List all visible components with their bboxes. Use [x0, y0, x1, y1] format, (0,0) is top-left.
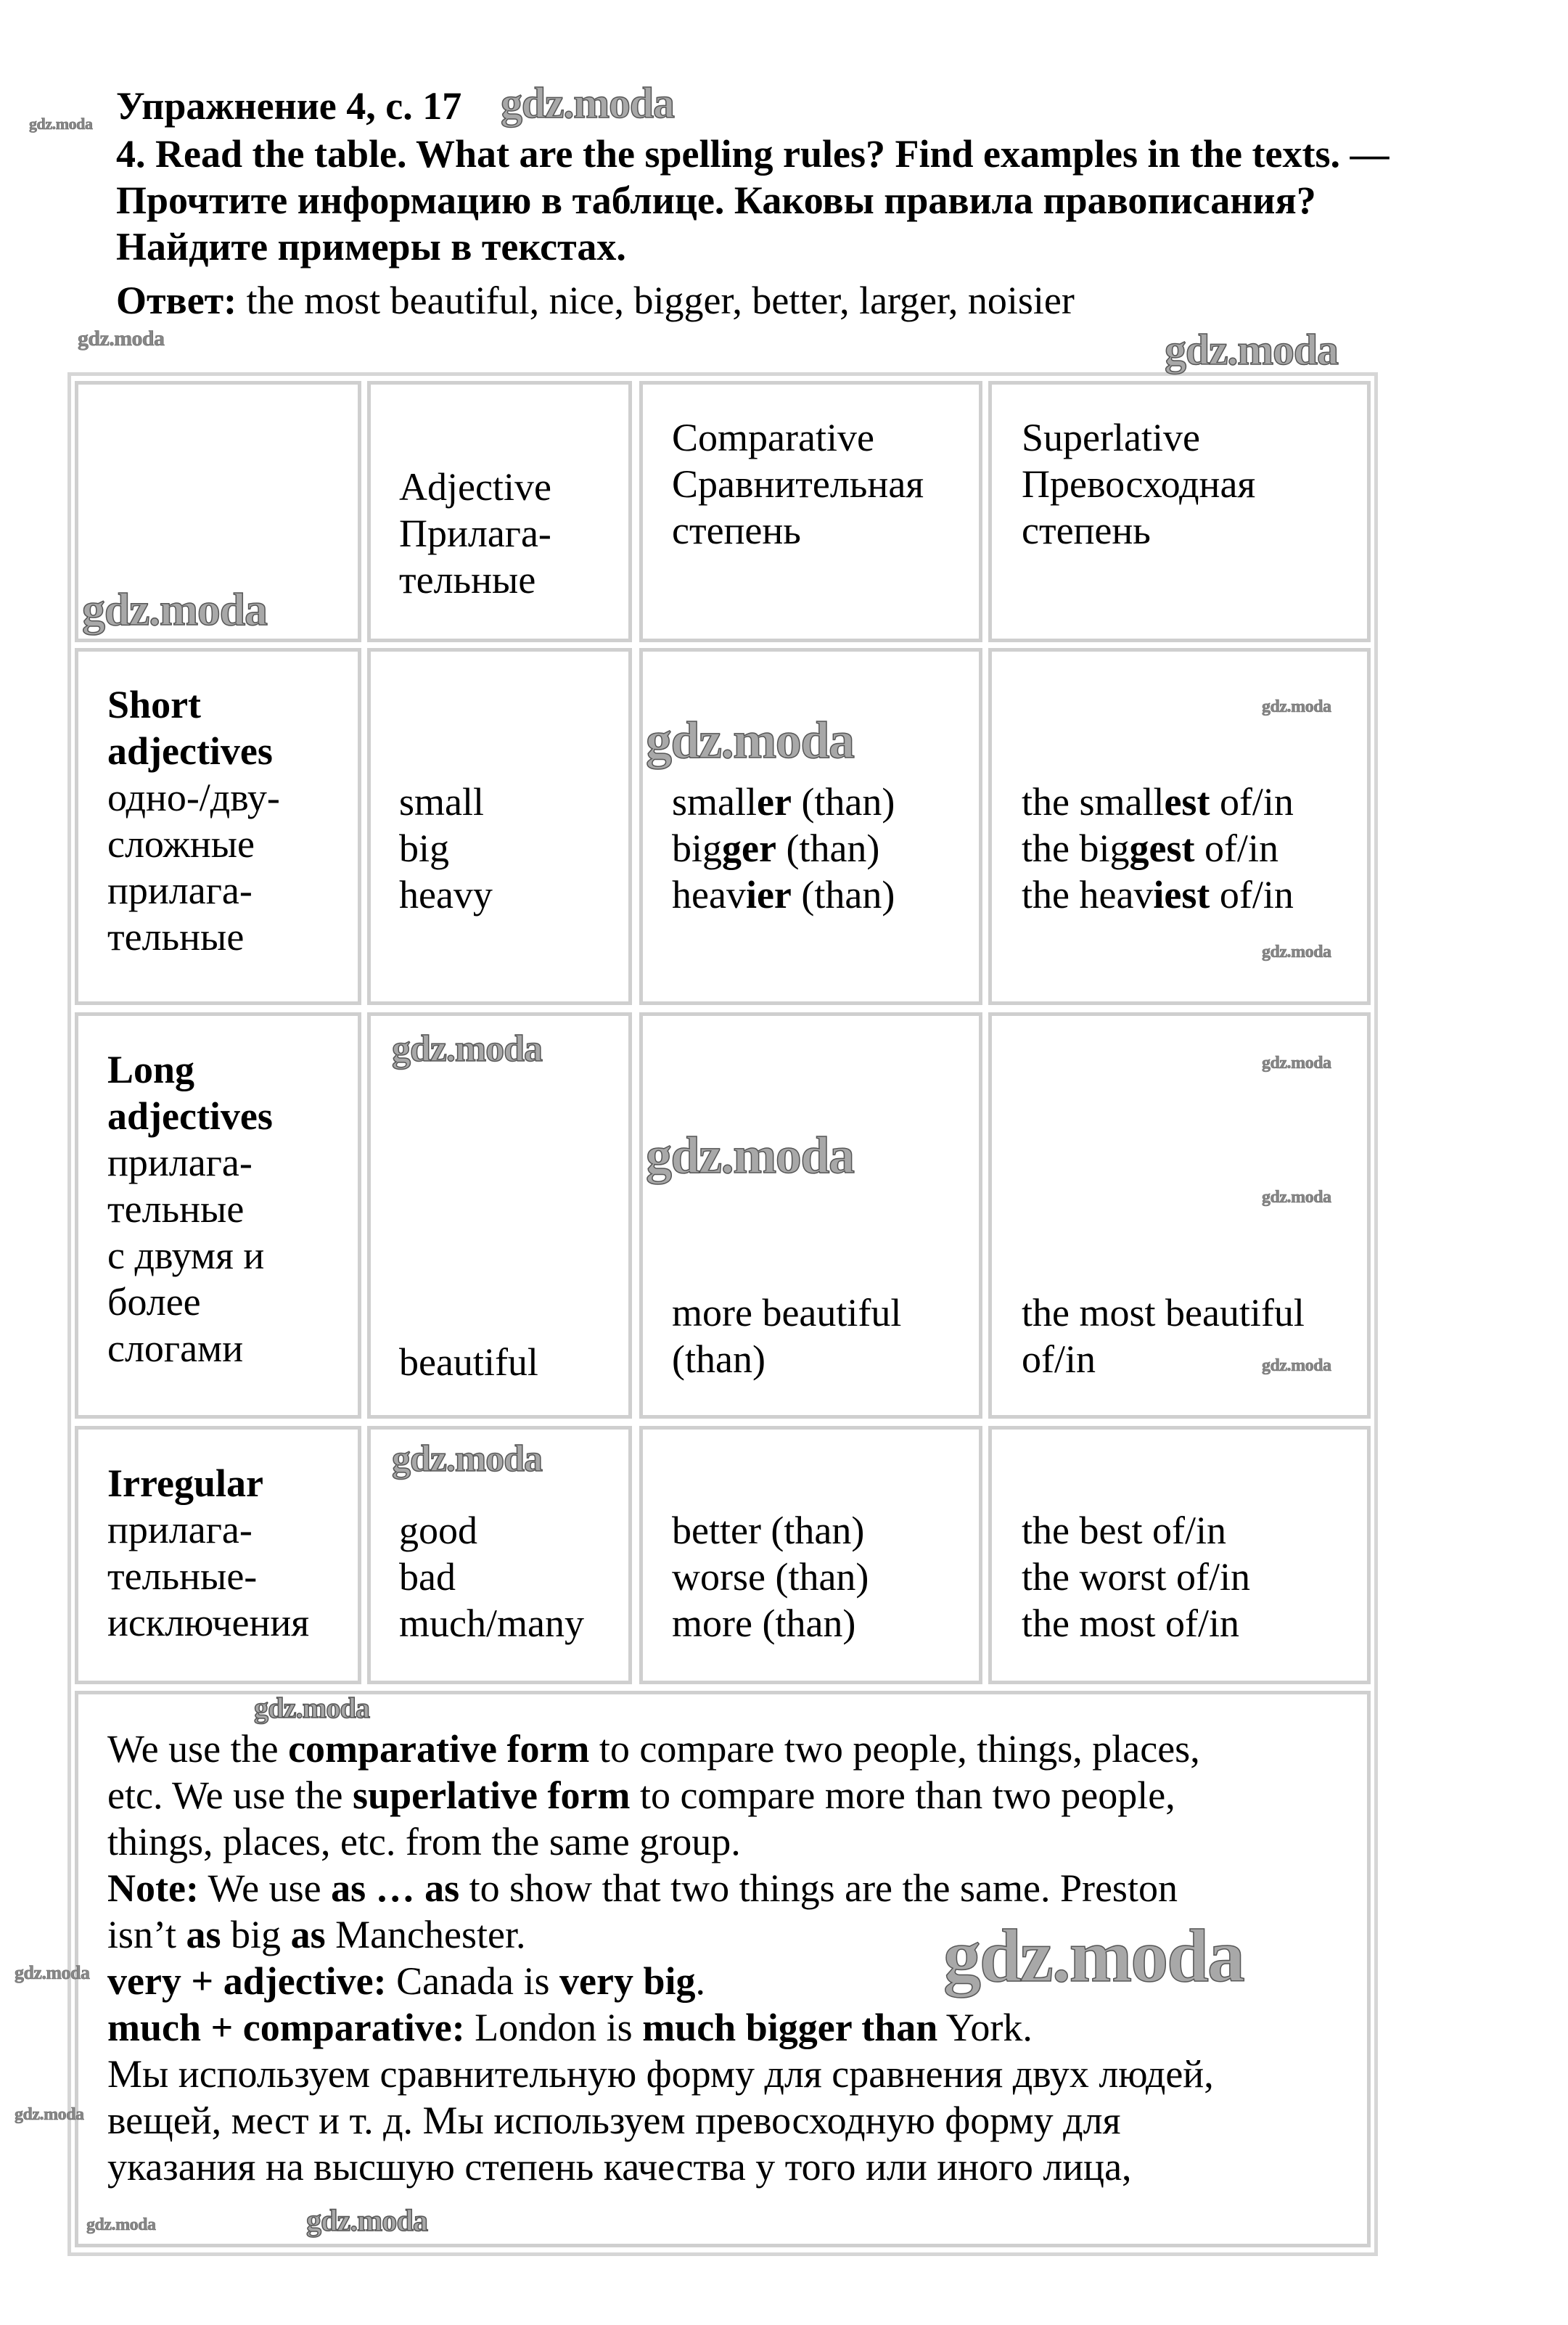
text-segment: much + comparative:	[107, 2006, 465, 2049]
text-segment: the best of/in	[1022, 1509, 1226, 1552]
text-segment: the most beautiful, nice, bigger, better, larger, noisier	[237, 279, 1075, 322]
text-segment: superlative form	[353, 1774, 631, 1817]
text-line	[107, 1232, 273, 1279]
text-segment: very big	[559, 1959, 696, 2003]
text-segment: beautiful	[399, 1340, 538, 1384]
text-segment: the most of/in	[1022, 1602, 1239, 1645]
text-segment: Comparative	[672, 416, 874, 459]
text-line	[1022, 1600, 1250, 1647]
text-segment: .	[695, 1959, 706, 2003]
text-line	[399, 464, 551, 510]
text-line	[107, 1865, 1214, 1911]
text-line	[399, 1600, 584, 1647]
text-segment: the small	[1022, 780, 1165, 824]
text-line	[399, 510, 551, 557]
text-segment: с двумя и	[107, 1234, 265, 1277]
text-segment: Упражнение 4, с. 17	[116, 84, 462, 128]
text-segment: as	[290, 1913, 326, 1956]
text-segment: ier	[745, 873, 792, 917]
text-segment: York.	[937, 2006, 1033, 2049]
text-segment: of/in	[1022, 1337, 1096, 1381]
text-segment: Superlative	[1022, 416, 1200, 459]
header-superlative-text	[1022, 414, 1255, 554]
text-segment: much bigger than	[642, 2006, 938, 2049]
text-segment: Прилага-	[399, 512, 551, 555]
text-line	[107, 1093, 273, 1139]
text-segment: тельные	[107, 1187, 245, 1231]
text-segment: ger	[722, 827, 776, 870]
text-segment: as	[186, 1913, 221, 1956]
text-line	[107, 914, 280, 960]
text-segment: the heav	[1022, 873, 1154, 917]
watermark: gdz.moda	[943, 1914, 1244, 1998]
irregular-superlatives	[1022, 1507, 1250, 1647]
text-line	[672, 1554, 869, 1600]
text-segment: to compare more than two people,	[630, 1774, 1175, 1817]
text-segment: good	[399, 1509, 477, 1552]
text-line	[672, 1289, 901, 1336]
text-segment: степень	[1022, 509, 1151, 552]
text-segment: better (than)	[672, 1509, 865, 1552]
text-segment: the worst of/in	[1022, 1555, 1250, 1599]
text-segment: степень	[672, 509, 801, 552]
text-segment: Превосходная	[1022, 462, 1256, 506]
text-line	[107, 1186, 273, 1232]
irregular-adjectives	[399, 1507, 584, 1647]
text-line	[107, 2144, 1214, 2190]
text-segment: heav	[672, 873, 746, 917]
text-segment: одно-/дву-	[107, 776, 280, 819]
text-line	[107, 1279, 273, 1325]
text-segment: est	[1164, 780, 1210, 824]
text-line	[399, 872, 493, 918]
text-segment: iest	[1153, 873, 1210, 917]
watermark: gdz.moda	[501, 79, 674, 127]
text-segment: (than)	[791, 873, 895, 917]
text-segment: исключения	[107, 1601, 310, 1644]
watermark: gdz.moda	[646, 711, 854, 769]
text-line	[107, 1772, 1214, 1818]
text-line	[1022, 779, 1294, 825]
text-line	[399, 779, 493, 825]
text-line	[672, 461, 924, 507]
text-segment: Long	[107, 1048, 195, 1091]
long-comparatives	[672, 1289, 901, 1382]
text-line	[107, 1818, 1214, 1865]
text-line	[116, 83, 461, 129]
text-line	[1022, 461, 1255, 507]
text-segment: gest	[1129, 827, 1195, 870]
text-segment: things, places, etc. from the same group.	[107, 1820, 741, 1863]
text-line	[672, 1600, 869, 1647]
text-segment: worse (than)	[672, 1555, 869, 1599]
text-line	[107, 1325, 273, 1371]
text-segment: Irregular	[107, 1461, 263, 1505]
long-category	[107, 1046, 273, 1371]
task-text	[116, 131, 1389, 270]
text-segment: small	[399, 780, 484, 824]
text-line	[672, 1507, 869, 1554]
text-segment: We use the	[107, 1727, 289, 1771]
text-segment: of/in	[1194, 827, 1278, 870]
text-segment: to show that two things are the same. Preston	[459, 1866, 1178, 1910]
text-line	[107, 867, 280, 914]
text-segment: 4. Read the table. What are the spelling rules? Find examples in the texts. —	[116, 132, 1390, 176]
text-line	[1022, 872, 1294, 918]
text-segment: comparative form	[288, 1727, 590, 1771]
text-line	[116, 277, 1075, 324]
text-segment: вещей, мест и т. д. Мы используем превосходную форму для	[107, 2099, 1121, 2142]
text-line	[107, 821, 280, 867]
text-line	[107, 1553, 309, 1599]
watermark: gdz.moda	[392, 1438, 542, 1480]
text-segment: Ответ:	[116, 279, 237, 322]
text-line	[107, 728, 280, 774]
text-segment: (than)	[672, 1337, 765, 1381]
text-segment: the most beautiful	[1022, 1291, 1305, 1334]
short-adjectives	[399, 779, 493, 918]
text-segment: etc. We use the	[107, 1774, 353, 1817]
watermark: gdz.moda	[1262, 1054, 1331, 1073]
text-line	[107, 1599, 309, 1646]
exercise-title	[116, 83, 461, 129]
irregular-category	[107, 1460, 309, 1646]
short-category	[107, 681, 280, 960]
text-line	[107, 681, 280, 728]
watermark: gdz.moda	[82, 583, 267, 635]
text-line	[107, 1506, 309, 1553]
text-segment: big	[672, 827, 723, 870]
text-segment: much/many	[399, 1602, 584, 1645]
text-segment: as … as	[331, 1866, 460, 1910]
text-segment: Manchester.	[325, 1913, 526, 1956]
text-segment: big	[399, 827, 450, 870]
watermark: gdz.moda	[1262, 1188, 1331, 1207]
text-segment: more (than)	[672, 1602, 856, 1645]
text-segment: heavy	[399, 873, 493, 917]
text-segment: er	[757, 780, 792, 824]
watermark: gdz.moda	[15, 1962, 90, 1983]
text-line	[107, 1460, 309, 1506]
text-segment: тельные-	[107, 1554, 258, 1598]
text-segment: very + adjective:	[107, 1959, 387, 2003]
text-segment: adjectives	[107, 729, 273, 773]
text-line	[672, 414, 924, 461]
text-line	[116, 224, 1389, 270]
short-comparatives	[672, 779, 895, 918]
text-segment: the big	[1022, 827, 1130, 870]
text-line	[116, 131, 1389, 177]
text-line	[672, 872, 895, 918]
text-line	[1022, 1554, 1250, 1600]
text-segment: of/in	[1210, 873, 1294, 917]
text-line	[107, 1726, 1214, 1772]
watermark: gdz.moda	[392, 1028, 542, 1070]
header-adjective-text	[399, 464, 551, 603]
text-segment: isn’t	[107, 1913, 186, 1956]
text-line	[672, 825, 895, 872]
text-segment: Найдите примеры в текстах.	[116, 225, 626, 268]
text-line	[107, 1046, 273, 1093]
watermark: gdz.moda	[1262, 943, 1331, 961]
text-line	[107, 1139, 273, 1186]
watermark: gdz.moda	[1262, 697, 1331, 716]
watermark: gdz.moda	[29, 115, 93, 133]
text-line	[399, 1554, 584, 1600]
text-segment: adjectives	[107, 1094, 273, 1138]
text-segment: слогами	[107, 1326, 244, 1370]
text-segment: more beautiful	[672, 1291, 902, 1334]
text-line	[107, 2004, 1214, 2051]
text-line	[672, 507, 924, 554]
watermark: gdz.moda	[78, 327, 165, 350]
irregular-comparatives	[672, 1507, 869, 1647]
text-line	[107, 2051, 1214, 2097]
text-segment: Мы используем сравнительную форму для сравнения двух людей,	[107, 2052, 1214, 2096]
text-segment: bad	[399, 1555, 456, 1599]
long-adjectives	[399, 1339, 538, 1385]
text-segment: (than)	[791, 780, 895, 824]
text-line	[1022, 1289, 1305, 1336]
watermark: gdz.moda	[86, 2215, 156, 2234]
text-segment: Сравнительная	[672, 462, 924, 506]
text-line	[116, 177, 1389, 224]
text-segment: сложные	[107, 822, 255, 866]
watermark: gdz.moda	[15, 2105, 84, 2124]
text-line	[1022, 507, 1255, 554]
text-segment: Canada is	[386, 1959, 560, 2003]
text-line	[1022, 1507, 1250, 1554]
text-line	[399, 1507, 584, 1554]
text-segment: Note:	[107, 1866, 199, 1910]
text-line	[1022, 825, 1294, 872]
text-segment: Short	[107, 683, 202, 726]
text-line	[399, 1339, 538, 1385]
watermark: gdz.moda	[1165, 326, 1338, 374]
watermark: gdz.moda	[646, 1126, 854, 1184]
text-segment: We use	[198, 1866, 332, 1910]
text-segment: прилага-	[107, 1508, 253, 1551]
text-line	[672, 779, 895, 825]
text-line	[672, 1336, 901, 1382]
answer-text	[116, 277, 1075, 324]
text-segment: Прочтите информацию в таблице. Каковы правила правописания?	[116, 179, 1316, 222]
short-superlatives	[1022, 779, 1294, 918]
text-segment: (than)	[776, 827, 880, 870]
header-comparative-text	[672, 414, 924, 554]
text-segment: Adjective	[399, 465, 551, 509]
text-line	[107, 2097, 1214, 2144]
text-line	[107, 774, 280, 821]
text-segment: small	[672, 780, 757, 824]
text-line	[1022, 414, 1255, 461]
text-segment: to compare two people, things, places,	[589, 1727, 1200, 1771]
text-line	[399, 557, 551, 603]
text-segment: big	[221, 1913, 291, 1956]
watermark: gdz.moda	[1262, 1356, 1331, 1375]
text-line	[399, 825, 493, 872]
text-segment: тельные	[399, 558, 536, 602]
text-segment: указания на высшую степень качества у того или иного лица,	[107, 2145, 1132, 2189]
watermark: gdz.moda	[306, 2205, 428, 2238]
text-segment: тельные	[107, 915, 245, 959]
text-segment: прилага-	[107, 869, 253, 912]
text-segment: более	[107, 1280, 201, 1324]
text-segment: of/in	[1210, 780, 1294, 824]
text-segment: прилага-	[107, 1141, 253, 1184]
watermark: gdz.moda	[254, 1692, 370, 1724]
text-segment: London is	[464, 2006, 643, 2049]
